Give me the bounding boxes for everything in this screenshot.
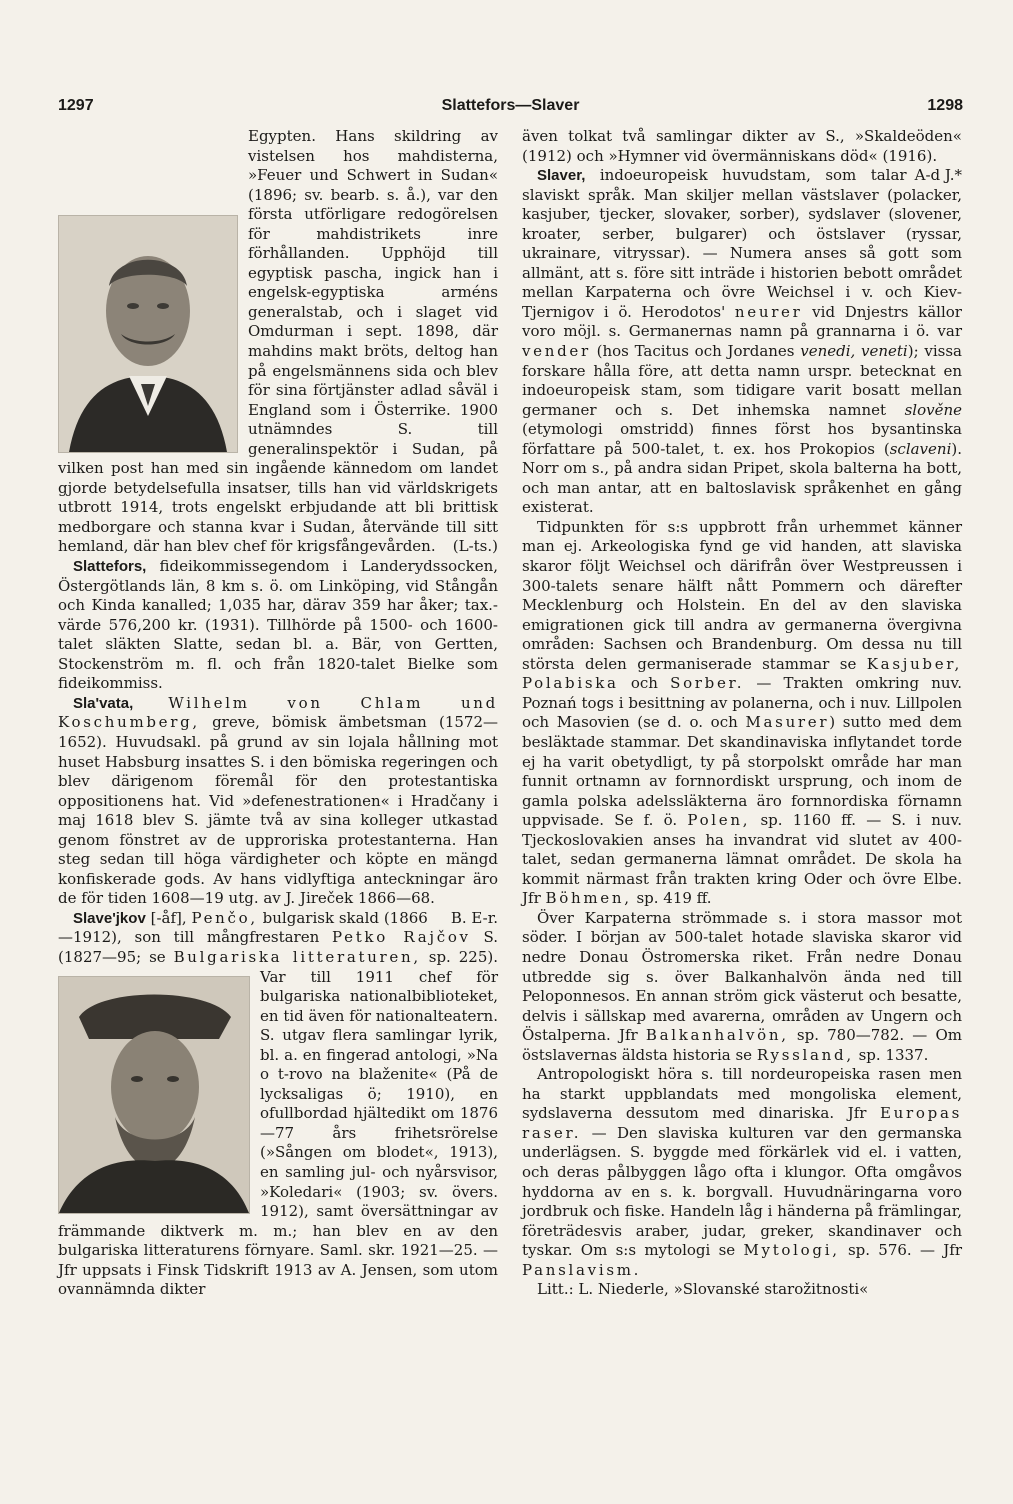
entry-slavejkov: Slave'jkov [-åf], Penčo, bulgarisk skald (1866—1912), son till mångfrestaren Petko Rajčov S. (1827—95; se Bulgariska litteraturen, sp. 225). Var till 1911 chef för bulgariska nationalbiblioteket, en tid även för nationalteatern. S. utgav flera samlingar lyrik, bl. a. en fingerad antologi, »Na o t-rovo na blaženite« (På de lycksaligas ö; 1910), en ofullbordad hjältedikt om 1876—77 års frihetsrörelse (»Sången om blodet«, 1913), en samling jul- och nyårsvisor, »Koledari« (1903; sv. övers. 1912), samt översättningar av främmande diktverk m. m.; han blev en av den bulgariska litteraturens förnyare. Saml. skr. 1921—25. — Jfr uppsats i Finsk Tidskrift 1913 av A. Jensen, som utom ovannämnda dikter: [58, 908, 498, 1299]
page-header: [58, 97, 963, 121]
headword-slavata: Sla'vata,: [73, 694, 134, 712]
headword-slaver: Slaver,: [537, 167, 586, 185]
running-title: Slattefors—Slaver: [441, 97, 580, 114]
left-column: [58, 127, 498, 1300]
portrait-slavejkov-image: [59, 977, 249, 1213]
portrait-slatin: [58, 215, 238, 453]
slaver-literature: Litt.: L. Niederle, »Slovanské starožitnosti«: [537, 1280, 869, 1299]
slatin-continuation: Egypten. Hans skildring av vistelsen hos mahdisterna, »Feuer und Schwert in Sudan« (1896; sv. bearb. s. å.), var den första utförligare redogörelsen för mahdistrikets inre förhållanden. Upphöjd till egyptisk pascha, ingick han i engelsk-egyptiska arméns generalstab, och i slaget vid Omdurman i sept. 1898, där mahdins makt bröts, deltog han på engelsmännens sida och blev för sina förtjänster adlad såväl i England som i Österrike. 1900 utnämndes S. till generalinspektör i Sudan, på vilken post han med sin ingående kännedom om landet gjorde betydelsefulla insatser, tills han vid världskrigets utbrott 1914, trots engelskt erbjudande att bli brittisk medborgare och stanna kvar i Sudan, återvände till sitt hemland, där han blev chef för krigsfångevården. (L-ts.): [58, 127, 498, 556]
portrait-slatin-image: [59, 216, 237, 452]
entry-slavata: Sla'vata, Wilhelm von Chlam und Koschumberg, greve, bömisk ämbetsman (1572—1652). Huvudsakl. på grund av sin lojala hållning mot huset Habsburg insattes S. i den bömiska regeringen och blev därigenom föremål för den protestantiska oppositionens hat. Vid »defenestrationen« i Hradčany i maj 1618 blev S. jämte två av sina kolleger utkastad genom fönstret av de upproriska protestanterna. Han steg sedan till höga värdigheter och köpte en mängd konfiskerade gods. Av hans vidlyftiga anteckningar äro de för tiden 1608—19 utg. av J. Jireček 1866—68. B. E-r.: [58, 693, 498, 927]
page-number-right: 1298: [927, 97, 963, 114]
headword-slavejkov: Slave'jkov: [73, 909, 146, 927]
portrait-slavejkov: [58, 976, 250, 1214]
page-number-left: 1297: [58, 97, 94, 114]
slaver-paragraph-migration: Tidpunkten för s:s uppbrott från urhemmet känner man ej. Arkeologiska fynd ge vid handen, att slaviska skaror följt Weichsel och därifrån över Westpreussen i 300-talets senare hälft nått Pommern och därefter Mecklenburg och Holstein. En del av den slaviska emigrationen gick till andra av germanerna övergivna områden: Sachsen och Brandenburg. Om dessa nu till största delen germaniserade stammar se Kasjuber, Polabiska och Sorber. — Trakten omkring nuv. Poznań togs i besittning av polanerna, och i nuv. Lillpolen och Masovien (se d. o. och Masurer) sutto med dem besläktade stammar. Det skandinaviska inflytandet torde ej ha varit obetydligt, ty på storpolskt område har man funnit ortnamn av fornnordiskt ursprung, och inom de gamla polska adelssläkterna äro fornnordiska förnamn uppvisade. Se f. ö. Polen, sp. 1160 ff. — S. i nuv. Tjeckoslovakien anses ha invandrat vid slutet av 400-talet, sedan germanerna lämnat området. De skola ha kommit närmast från trakten kring Oder och övre Elbe. Jfr Böhmen, sp. 419 ff.: [522, 517, 963, 908]
slaver-paragraph-anthropology: Antropologiskt höra s. till nordeuropeiska rasen men ha starkt uppblandats med mongoliska element, sydslaverna dessutom med dinariska. Jfr Europas raser. — Den slaviska kulturen var den germanska underlägsen. S. byggde med förkärlek vid el. i vatten, och deras pålbyggen lågo ofta i klungor. Ofta omgåvos hyddorna av en s. k. borgvall. Huvudnäringarna voro jordbruk och fiske. Handeln låg i händerna på främlingar, företrädesvis araber, judar, greker, skandinaver och tyskar. Om s:s mytologi se Mytologi, sp. 576. — Jfr Panslavism.: [522, 1065, 962, 1279]
slavejkov-continuation: även tolkat två samlingar dikter av S., »Skaldeöden« (1912) och »Hymner vid övermänniskans död« (1916). A-d J.*: [522, 127, 962, 185]
entry-slattefors: Slattefors, fideikommissegendom i Landerydssocken, Östergötlands län, 8 km s. ö. om Linköping, vid Stångån och Kinda kanalled; 1,035 har, därav 359 har åker; tax.-värde 576,200 kr. (1931). Tillhörde på 1500- och 1600-talet släkten Slatte, sedan bl. a. Bär, von Gertten, Stockenström m. fl. och från 1820-talet Bielke som fideikommiss.: [58, 557, 498, 693]
headword-slattefors: Slattefors,: [73, 558, 147, 576]
right-column: [522, 127, 962, 1300]
slaver-paragraph-south: Över Karpaterna strömmade s. i stora massor mot söder. I början av 500-talet hotade slaviska skaror vid nedre Donau Östromerska riket. Från nedre Donau utbredde sig s. över Balkanhalvön ända ned till Peloponnesos. En annan ström gick västerut och besatte, delvis i sällskap med avarerna, områden av Ungern och Östalperna. Jfr Balkanhalvön, sp. 780—782. — Om östslavernas äldsta historia se Ryssland, sp. 1337.: [522, 908, 962, 1064]
entry-slaver: Slaver, indoeuropeisk huvudstam, som talar slaviskt språk. Man skiljer mellan västslaver (polacker, kasjuber, tjecker, slovaker, sorber), sydslaver (slovener, kroater, serber, bulgarer) och östslaver (ryssar, ukrainare, vitryssar). — Numera anses så gott som allmänt, att s. före sitt inträde i historien bebott området mellan Karpaterna och övre Weichsel i v. och Kiev-Tjernigov i ö. Herodotos' neurer vid Dnjestrs källor voro möjl. s. Germanernas namn på grannarna i ö. var vender (hos Tacitus och Jordanes venedi, veneti); vissa forskare hålla före, att detta namn urspr. betecknat en indoeuropeisk stam, som tidigare varit bosatt mellan germaner och s. Det inhemska namnet slověne (etymologi omstridd) finnes först hos bysantinska författare på 500-talet, t. ex. hos Prokopios (sclaveni). Norr om s., på andra sidan Pripet, skola balterna ha bott, och man antar, att en baltoslavisk språkenhet en gång existerat.: [522, 166, 962, 517]
